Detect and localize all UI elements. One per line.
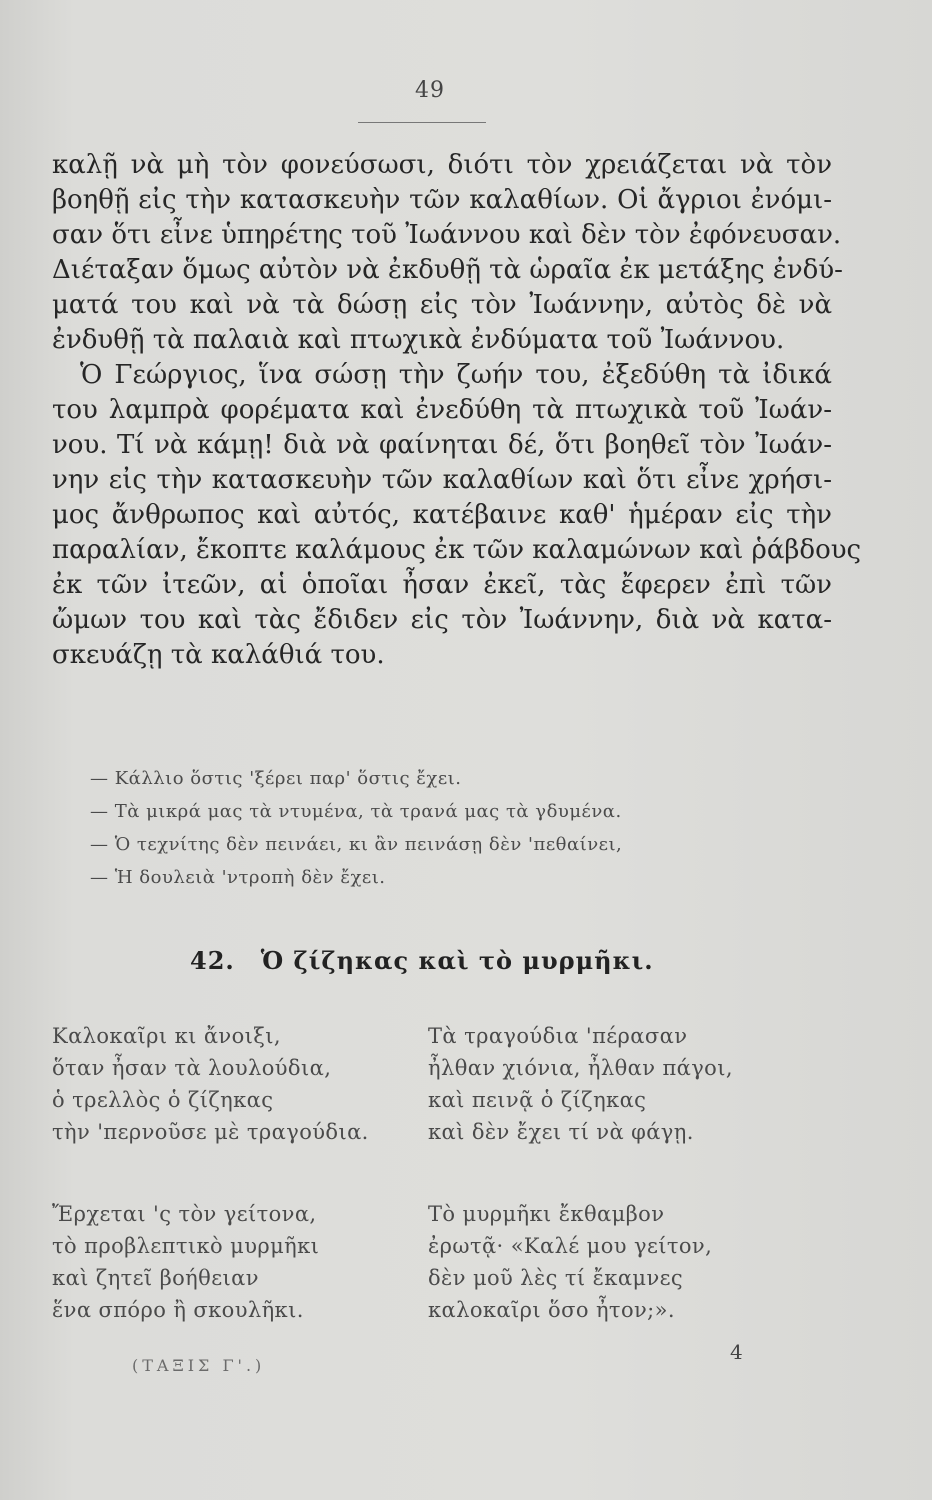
prose-block [52,148,862,673]
prose-line: μος ἄνθρωπος καὶ αὐτός, κατέβαινε καθ' ἡμέραν εἰς τὴν [52,500,832,530]
poem-line: ἕνα σπόρο ἢ σκουλῆκι. [52,1298,304,1322]
prose-line: σαν ὅτι εἶνε ὑπηρέτης τοῦ Ἰωάννου καὶ δὲν τὸν ἐφόνευσαν. [52,220,842,250]
poem-line: καὶ πεινᾷ ὁ ζίζηκας [428,1088,647,1112]
poem-column-right [428,1020,828,1326]
proverb-line: — Κάλλιο ὅστις 'ξέρει παρ' ὅστις ἔχει. [90,768,462,789]
prose-line: του λαμπρὰ φορέματα καὶ ἐνεδύθη τὰ πτωχικὰ τοῦ Ἰωάν- [52,395,832,425]
proverb-line: — Ὁ τεχνίτης δὲν πεινάει, κι ἂν πεινάσῃ δὲν 'πεθαίνει, [90,834,623,855]
stanza-gap [52,1148,472,1198]
poem-line: ἐρωτᾷ· «Καλέ μου γείτον, [428,1234,713,1258]
prose-line: νου. Τί νὰ κάμῃ! διὰ νὰ φαίνηται δέ, ὅτι βοηθεῖ τὸν Ἰωάν- [52,430,832,460]
poem-line: Καλοκαῖρι κι ἄνοιξι, [52,1024,281,1048]
proverb-line: — Τὰ μικρά μας τὰ ντυμένα, τὰ τρανά μας τὰ γδυμένα. [90,801,622,822]
prose-line: παραλίαν, ἔκοπτε καλάμους ἐκ τῶν καλαμώνων καὶ ῥάβδους [52,535,862,565]
proverbs-list [90,762,810,894]
prose-line: νην εἰς τὴν κατασκευὴν τῶν καλαθίων καὶ ὅτι εἶνε χρήσι- [52,465,832,495]
poem-line: τὴν 'περνοῦσε μὲ τραγούδια. [52,1120,369,1144]
prose-line: σκευάζῃ τὰ καλάθιά του. [52,640,385,670]
poem-line: καὶ δὲν ἔχει τί νὰ φάγῃ. [428,1120,694,1144]
poem-line: ὁ τρελλὸς ὁ ζίζηκας [52,1088,274,1112]
prose-line: βοηθῇ εἰς τὴν κατασκευὴν τῶν καλαθίων. Οἱ ἄγριοι ἐνόμι- [52,185,832,215]
page-number: 49 [415,78,445,103]
poem-line: Ἔρχεται 'ς τὸν γείτονα, [52,1202,317,1226]
poem-line: καλοκαῖρι ὅσο ἦτον;». [428,1298,675,1322]
signature-mark: 4 [730,1340,743,1364]
poem-line: τὸ προβλεπτικὸ μυρμῆκι [52,1234,320,1258]
poem-line: Τὸ μυρμῆκι ἔκθαμβον [428,1202,665,1226]
proverb-line: — Ἡ δουλειὰ 'ντροπὴ δὲν ἔχει. [90,867,386,888]
prose-line: ματά του καὶ νὰ τὰ δώσῃ εἰς τὸν Ἰωάννην, αὐτὸς δὲ νὰ [52,290,832,320]
prose-line: ἐκ τῶν ἰτεῶν, αἱ ὁποῖαι ἦσαν ἐκεῖ, τὰς ἔφερεν ἐπὶ τῶν [52,570,832,600]
prose-line: καλῇ νὰ μὴ τὸν φονεύσωσι, διότι τὸν χρειάζεται νὰ τὸν [52,150,832,180]
section-heading [190,946,654,975]
poem-line: ἦλθαν χιόνια, ἦλθαν πάγοι, [428,1056,733,1080]
prose-line: Διέταξαν ὅμως αὐτὸν νὰ ἐκδυθῇ τὰ ὡραῖα ἐκ μετάξης ἐνδύ- [52,255,843,285]
poem-line: δὲν μοῦ λὲς τί ἔκαμνες [428,1266,684,1290]
poem-line: ὅταν ἦσαν τὰ λουλούδια, [52,1056,332,1080]
stanza-gap [428,1148,828,1198]
class-note: (ΤΑΞΙΣ Γ'.) [132,1356,266,1375]
poem-line: καὶ ζητεῖ βοήθειαν [52,1266,259,1290]
poem-line: Τὰ τραγούδια 'πέρασαν [428,1024,688,1048]
header-rule [358,122,486,123]
prose-line: ὤμων του καὶ τὰς ἔδιδεν εἰς τὸν Ἰωάννην, διὰ νὰ κατα- [52,605,832,635]
section-number: 42. [190,946,235,975]
prose-line: ἐνδυθῇ τὰ παλαιὰ καὶ πτωχικὰ ἐνδύματα τοῦ Ἰωάννου. [52,325,785,355]
poem-column-left [52,1020,472,1326]
prose-line: Ὁ Γεώργιος, ἵνα σώσῃ τὴν ζωήν του, ἐξεδύθη τὰ ἰδικά [80,360,832,390]
section-title-text: Ὁ ζίζηκας καὶ τὸ μυρμῆκι. [260,946,654,975]
